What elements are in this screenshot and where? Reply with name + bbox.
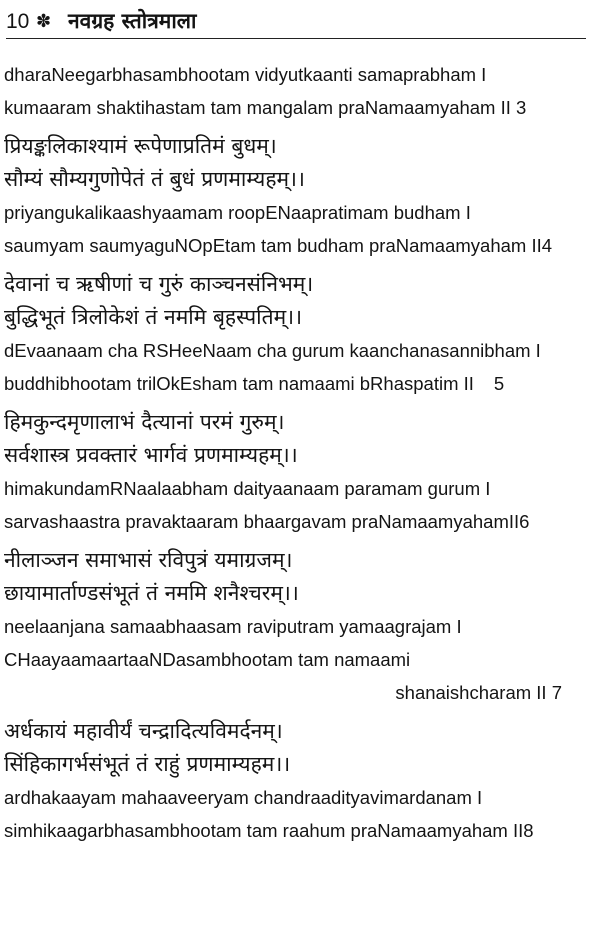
sanskrit-verse-line: [4, 715, 596, 748]
transliteration-line: [4, 643, 596, 676]
verse-line-text: shanaishcharam II 7: [395, 682, 562, 703]
verse-line-text: saumyam saumyaguNOpEtam tam budham praNamaamyaham II4: [4, 235, 553, 256]
verse-line-text: सिंहिकागर्भसंभूतं तं राहुं प्रणमाम्यहम।।: [4, 752, 291, 776]
sanskrit-verse-line: [4, 301, 596, 334]
sanskrit-verse-line: [4, 577, 596, 610]
verse-number: 5: [493, 373, 505, 394]
verse-line-text: छायामार्ताण्डसंभूतं तं नममि शनैश्चरम्।।: [4, 581, 299, 605]
transliteration-line: [4, 676, 596, 709]
page-header: [6, 8, 586, 39]
verse-line-text: ardhakaayam mahaaveeryam chandraadityavimardanam I: [4, 787, 483, 808]
transliteration-line: [4, 367, 596, 400]
header-ornament: ✽: [36, 11, 52, 32]
transliteration-line: [4, 472, 596, 505]
verse-line-text: नीलाञ्जन समाभासं रविपुत्रं यमाग्रजम्।: [4, 548, 293, 572]
verse-block: [4, 130, 596, 262]
verse-block: [4, 406, 596, 538]
transliteration-line: [4, 58, 596, 91]
transliteration-line: [4, 196, 596, 229]
transliteration-line: [4, 229, 596, 262]
verse-block: [4, 58, 596, 124]
transliteration-line: [4, 610, 596, 643]
verse-block: [4, 544, 596, 709]
sanskrit-verse-line: [4, 406, 596, 439]
transliteration-line: [4, 334, 596, 367]
verse-line-text: buddhibhootam trilOkEsham tam namaami bRhaspatim II: [4, 373, 474, 394]
verse-line-text: dEvaanaam cha RSHeeNaam cha gurum kaanchanasannibham I: [4, 340, 541, 361]
verse-line-text: priyangukalikaashyaamam roopENaapratimam budham I: [4, 202, 471, 223]
sanskrit-verse-line: [4, 544, 596, 577]
page-number: 10: [6, 10, 30, 33]
book-title: नवग्रह स्तोत्रमाला: [68, 9, 197, 33]
verse-block: [4, 715, 596, 847]
sanskrit-verse-line: [4, 439, 596, 472]
verse-line-text: CHaayaamaartaaNDasambhootam tam namaami: [4, 649, 411, 670]
verse-line-text: simhikaagarbhasambhootam tam raahum praNamaamyaham II8: [4, 820, 534, 841]
transliteration-line: [4, 505, 596, 538]
verse-line-text: सौम्यं सौम्यगुणोपेतं तं बुधं प्रणमाम्यहम्।।: [4, 167, 305, 191]
verse-line-text: himakundamRNaalaabham daityaanaam paramam gurum I: [4, 478, 491, 499]
verse-line-text: देवानां च ऋषीणां च गुरुं काञ्चनसंनिभम्।: [4, 272, 314, 296]
verse-line-text: हिमकुन्दमृणालाभं दैत्यानां परमं गुरुम्।: [4, 410, 285, 434]
sanskrit-verse-line: [4, 268, 596, 301]
verse-line-text: sarvashaastra pravaktaaram bhaargavam praNamaamyahamII6: [4, 511, 530, 532]
verse-block: [4, 268, 596, 400]
transliteration-line: [4, 814, 596, 847]
sanskrit-verse-line: [4, 130, 596, 163]
verse-line-text: प्रियङ्कलिकाश्यामं रूपेणाप्रतिमं बुधम्।: [4, 134, 277, 158]
verse-list: [4, 58, 596, 853]
sanskrit-verse-line: [4, 748, 596, 781]
verse-line-text: dharaNeegarbhasambhootam vidyutkaanti samaprabham I: [4, 64, 487, 85]
verse-line-text: neelaanjana samaabhaasam raviputram yamaagrajam I: [4, 616, 462, 637]
verse-line-text: बुद्धिभूतं त्रिलोकेशं तं नममि बृहस्पतिम्।।: [4, 305, 303, 329]
transliteration-line: [4, 781, 596, 814]
verse-line-text: सर्वशास्त्र प्रवक्तारं भार्गवं प्रणमाम्यहम्।।: [4, 443, 298, 467]
sanskrit-verse-line: [4, 163, 596, 196]
transliteration-line: [4, 91, 596, 124]
verse-line-text: kumaaram shaktihastam tam mangalam praNamaamyaham II 3: [4, 97, 527, 118]
verse-line-text: अर्धकायं महावीर्यं चन्द्रादित्यविमर्दनम्।: [4, 719, 283, 743]
